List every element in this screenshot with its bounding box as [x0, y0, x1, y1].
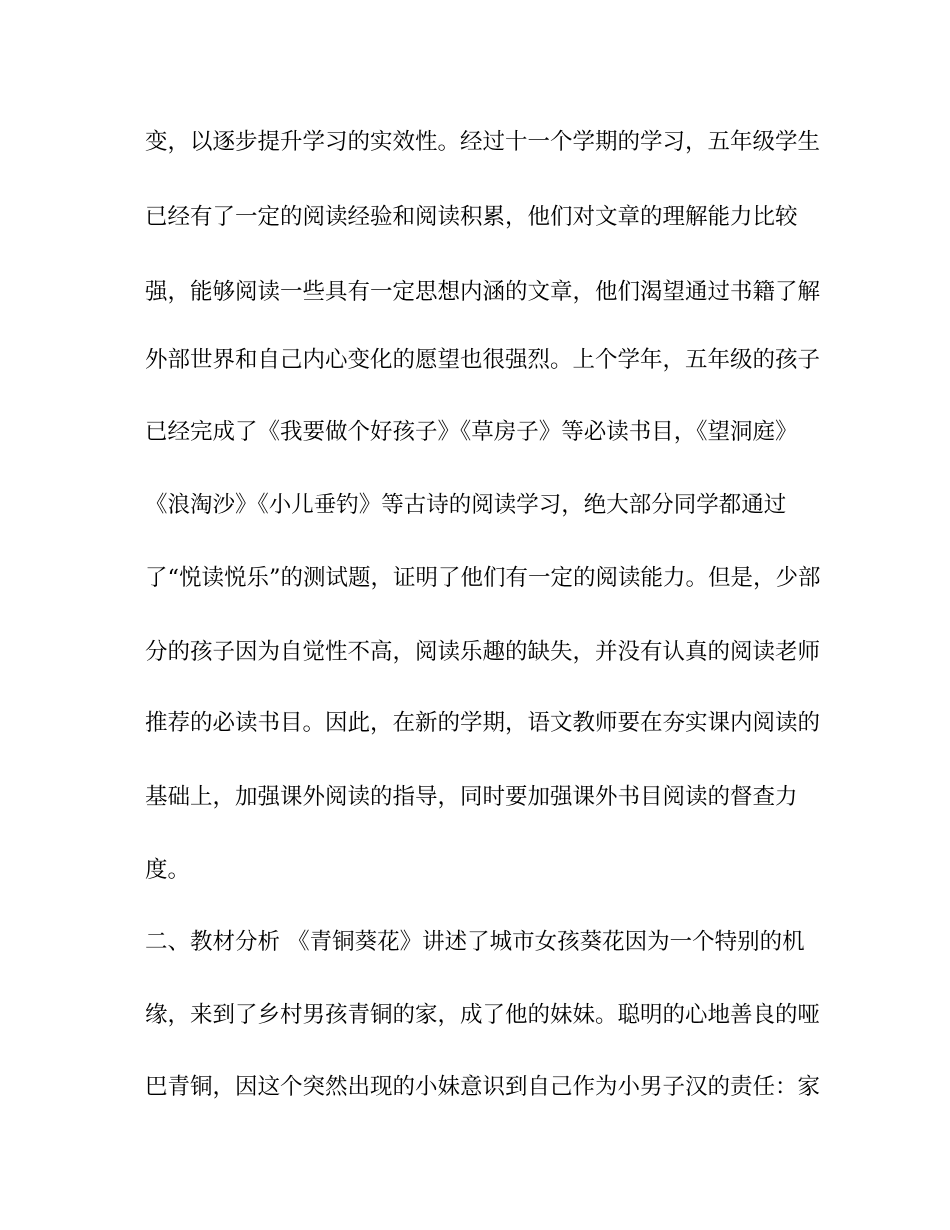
- text-line-4: 外部世界和自己内心变化的愿望也很强烈。上个学年，五年级的孩子: [145, 347, 821, 373]
- text-line-2: 已经有了一定的阅读经验和阅读积累，他们对文章的理解能力比较: [145, 204, 798, 230]
- text-line-8: 分的孩子因为自觉性不高，阅读乐趣的缺失，并没有认真的阅读老师: [145, 639, 821, 665]
- text-line-11: 度。: [145, 857, 191, 883]
- text-line-14: 巴青铜，因这个突然出现的小妹意识到自己作为小男子汉的责任：家: [145, 1074, 821, 1100]
- text-line-7: 了“悦读悦乐”的测试题，证明了他们有一定的阅读能力。但是，少部: [145, 565, 821, 591]
- text-line-5: 已经完成了《我要做个好孩子》《草房子》等必读书目，《望洞庭》: [145, 419, 798, 445]
- text-line-3: 强，能够阅读一些具有一定思想内涵的文章，他们渴望通过书籍了解: [145, 279, 821, 305]
- text-line-9: 推荐的必读书目。因此，在新的学期，语文教师要在夯实课内阅读的: [145, 710, 821, 736]
- text-line-12: 二、教材分析 《青铜葵花》讲述了城市女孩葵花因为一个特别的机: [145, 929, 805, 955]
- text-line-10: 基础上，加强课外阅读的指导，同时要加强课外书目阅读的督查力: [145, 784, 798, 810]
- text-line-6: 《浪淘沙》《小儿垂钓》等古诗的阅读学习，绝大部分同学都通过: [145, 492, 787, 518]
- text-line-13: 缘，来到了乡村男孩青铜的家，成了他的妹妹。聪明的心地善良的哑: [145, 1002, 821, 1028]
- text-line-1: 变，以逐步提升学习的实效性。经过十一个学期的学习，五年级学生: [145, 129, 821, 155]
